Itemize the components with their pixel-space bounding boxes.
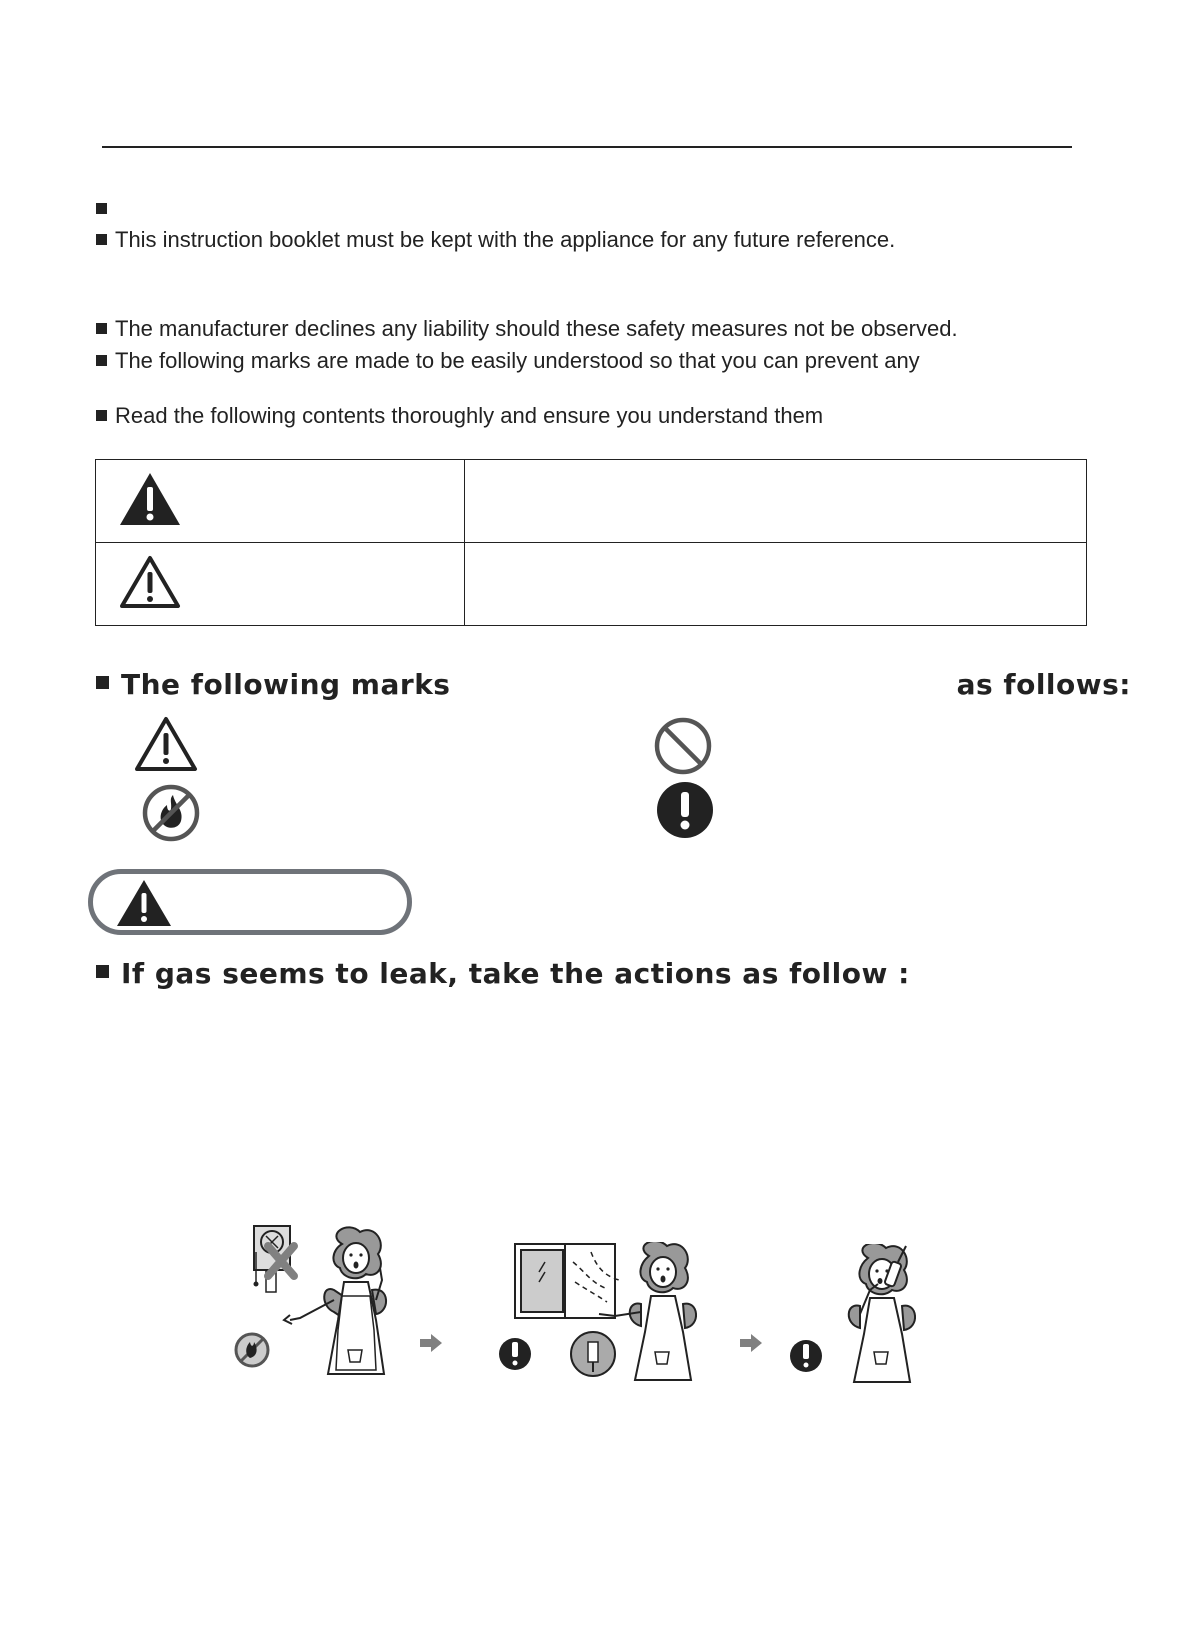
- gas-leak-heading: If gas seems to leak, take the actions as follow :: [96, 957, 910, 990]
- mandatory-exclamation-icon: [656, 781, 714, 839]
- arrow-1: [420, 1334, 442, 1352]
- woman-no-fan-icon: [230, 1220, 400, 1385]
- marks-heading-left: The following marks: [96, 668, 450, 701]
- woman-open-window-icon: [495, 1242, 715, 1382]
- marks-heading-right: as follows:: [956, 668, 1131, 701]
- warning-filled-triangle-icon: [115, 878, 173, 928]
- bullet-keep-booklet: This instruction booklet must be kept with the appliance for any future reference.: [96, 227, 895, 253]
- bullet-read-contents: Read the following contents thoroughly and ensure you understand them: [96, 403, 823, 429]
- marks-table: [95, 459, 1087, 626]
- woman-phone-call-icon: [788, 1244, 938, 1384]
- bullet-empty: [96, 196, 115, 222]
- no-fire-icon: [141, 783, 201, 843]
- marks-row-caution: [96, 543, 1087, 626]
- bullet-liability: The manufacturer declines any liability should these safety measures not be observed.: [96, 316, 958, 342]
- marks-row-warning: [96, 460, 1087, 543]
- arrow-2: [740, 1334, 762, 1352]
- caution-triangle-icon: [133, 715, 199, 773]
- marks-row-warning-description: [465, 460, 1087, 543]
- marks-row-caution-description: [465, 543, 1087, 626]
- bullet-marks-understood: The following marks are made to be easily understood so that you can prevent any: [96, 348, 920, 374]
- caution-outline-triangle-icon: [118, 554, 182, 610]
- prohibited-icon: [653, 716, 713, 776]
- warning-filled-triangle-icon: [118, 471, 182, 527]
- warning-label-box: [88, 869, 412, 935]
- header-rule: [102, 146, 1072, 148]
